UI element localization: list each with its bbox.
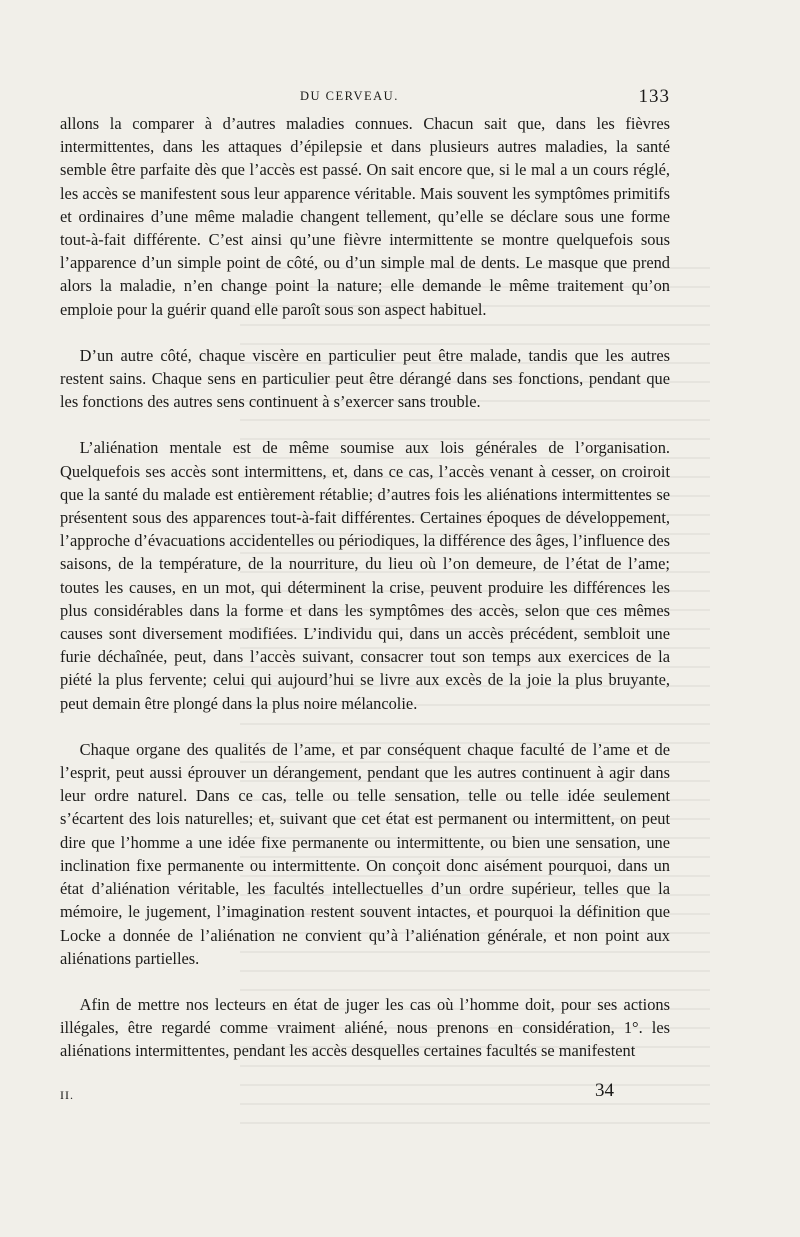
- paragraph-4: Chaque organe des qualités de l’ame, et par conséquent chaque faculté de l’ame et de l’esprit, peut aussi éprouver un dérangement, pendant que les autres continuent à agir dans leur ordre naturel. Dans ce cas, telle ou telle sensation, telle ou telle idée seulement s’écartent des lois naturelles; et, suivant que cet état est permanent ou intermittent, on peut dire que l’homme a une idée fixe permanente ou intermittente, ou bien une sensation, une inclination fixe permanente ou intermittente. On conçoit donc aisément pourquoi, dans un état d’aliénation véritable, les facultés intellectuelles d’un ordre supérieur, telles que la mémoire, le jugement, l’imagination restent souvent intactes, et pourquoi la définition que Locke a donnée de l’aliénation ne convient qu’à l’aliénation générale, et non point aux aliénations partielles.: [60, 739, 670, 968]
- running-head-title: DU CERVEAU.: [300, 89, 399, 103]
- body-text: [60, 112, 670, 1063]
- paragraph-3: L’aliénation mentale est de même soumise aux lois générales de l’organisation. Quelquefois ses accès sont intermittens, et, dans ce cas, l’accès venant à cesser, on croiroit que la santé du malade est entièrement rétablie; d’autres fois les aliénations intermittentes se présentent sous des apparences tout-à-fait différentes. Certaines époques de développement, l’approche d’évacuations accidentelles ou périodiques, la différence des âges, l’influence des saisons, de la température, de la nourriture, du lieu où l’on demeure, de l’état de l’ame; toutes les causes, en un mot, qui déterminent la crise, peuvent produire les différences les plus considérables dans la forme et dans les symptômes des accès, selon que ces mêmes causes sont diversement modifiées. L’individu qui, dans un accès précédent, sembloit une furie déchaînée, peut, dans l’accès suivant, consacrer tout son temps aux exercices de la piété la plus fervente; celui qui aujourd’hui se livre aux excès de la joie la plus bruyante, peut demain être plongé dans la plus noire mélancolie.: [60, 438, 670, 713]
- signature-mark: II.: [60, 1088, 74, 1102]
- paragraph-5: Afin de mettre nos lecteurs en état de juger les cas où l’homme doit, pour ses actions illégales, être regardé comme vraiment aliéné, nous prenons en considération, 1°. les aliénations intermittentes, pendant les accès desquelles certaines facultés se manifestent: [60, 994, 670, 1061]
- paragraph-2: D’un autre côté, chaque viscère en particulier peut être malade, tandis que les autres restent sains. Chaque sens en particulier peut être dérangé dans ses fonctions, pendant que les fonctions des autres sens continuent à s’exercer sans trouble.: [60, 345, 670, 412]
- sheet-number: 34: [595, 1080, 614, 1101]
- page-number: 133: [638, 86, 670, 107]
- paragraph-1: allons la comparer à d’autres maladies connues. Chacun sait que, dans les fièvres intermittentes, dans les attaques d’épilepsie et dans plusieurs autres maladies, la santé semble être parfaite dès que l’accès est passé. On sait encore que, si le mal a un cours réglé, les accès se manifestent sous leur apparence véritable. Mais souvent les symptômes primitifs et ordinaires d’une même maladie changent tellement, qu’elle se déclare sous une forme tout-à-fait différente. C’est ainsi qu’une fièvre intermittente se montre quelquefois sous l’apparence d’un simple point de côté, ou d’un simple mal de dents. Le masque que prend alors la maladie, n’en change point la nature; elle demande le même traitement qu’on emploie pour la guérir quand elle paroît sous son aspect habituel.: [60, 114, 670, 319]
- running-head: [60, 86, 670, 106]
